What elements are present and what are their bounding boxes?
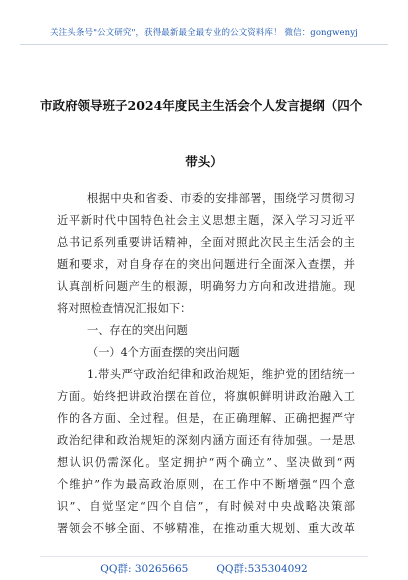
footer-qq-group-2: QQ群:535304092 xyxy=(216,563,308,575)
item-line: 作的各方面、全过程。但是，在正确理解、正确把握严守 xyxy=(57,412,355,425)
document-title-continued: 带头） xyxy=(185,154,223,169)
intro-line: 认真剖析问题产生的根源，明确努力方向和改进措施。现 xyxy=(57,280,355,293)
item-line: 1.带头严守政治纪律和政治规矩，维护党的团结统一 xyxy=(87,368,355,381)
footer-qq-group-1: QQ群: 30265665 xyxy=(100,563,189,575)
subsection-heading: （一）4个方面查摆的突出问题 xyxy=(87,346,240,359)
intro-line: 近平新时代中国特色社会主义思想主题，深入学习习近平 xyxy=(57,214,355,227)
intro-line: 总书记系列重要讲话精神，全面对照此次民主生活会的主 xyxy=(57,236,355,249)
item-line: 个维护”作为最高政治原则，在工作中不断增强“四个意 xyxy=(57,478,355,491)
item-line: 想认识仍需深化。坚定拥护“两个确立”、坚决做到“两 xyxy=(57,456,355,469)
intro-line: 将对照检查情况汇报如下： xyxy=(57,302,192,315)
header-banner: 关注头条号"公文研究"，获得最新最全最专业的公文资料库！ 微信：gongwenyj xyxy=(50,28,358,38)
item-line: 识”、自觉坚定“四个自信”，有时候对中央战略决策部 xyxy=(57,500,355,513)
footer xyxy=(0,561,408,576)
intro-line: 根据中央和省委、市委的安排部署，围绕学习贯彻习 xyxy=(87,192,355,205)
intro-line: 题和要求，对自身存在的突出问题进行全面深入查摆，并 xyxy=(57,258,355,271)
item-line: 署领会不够全面、不够精准，在推动重大规划、重大改革 xyxy=(57,522,355,535)
header-divider xyxy=(20,44,388,45)
footer-divider xyxy=(40,556,368,557)
section-heading: 一、存在的突出问题 xyxy=(87,324,188,337)
item-line: 政治纪律和政治规矩的深刻内涵方面还有待加强。一是思 xyxy=(57,434,355,447)
document-title: 市政府领导班子2024年度民主生活会个人发言提纲（四个 xyxy=(40,98,363,113)
item-line: 方面。始终把讲政治摆在首位，将旗帜鲜明讲政治融入工 xyxy=(57,390,355,403)
